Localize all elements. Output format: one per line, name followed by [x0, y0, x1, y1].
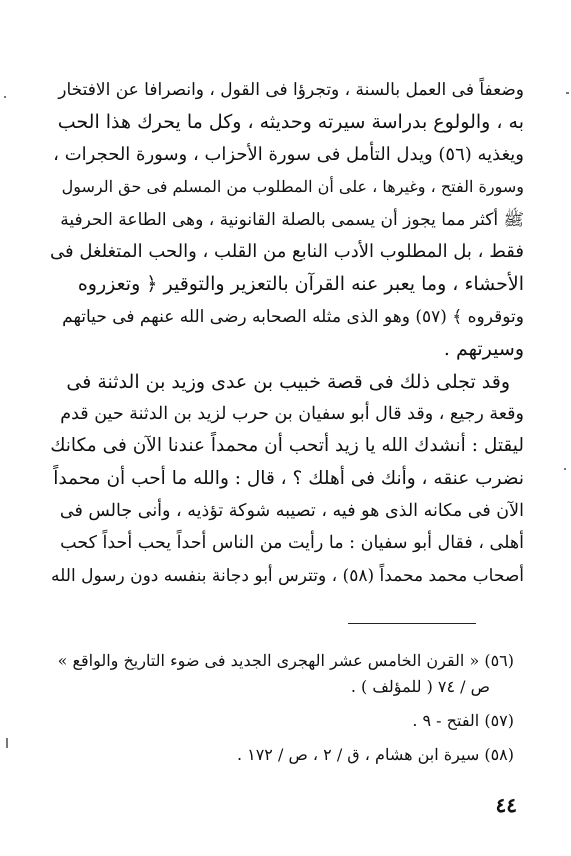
text-line: نضرب عنقه ، وأنك فى أهلك ؟ ، قال : والله ما أحب أن محمداً	[53, 467, 524, 489]
main-text	[50, 74, 524, 592]
text-line: ليقتل : أنشدك الله يا زيد أتحب أن محمداً عندنا الآن فى مكانك	[50, 435, 524, 457]
text-line: أهلى ، فقال أبو سفيان : ما رأيت من الناس أحداً يحب أحداً كحب	[60, 533, 524, 554]
text-line: وقد تجلى ذلك فى قصة خبيب بن عدى وزيد بن الدثنة فى	[66, 370, 510, 393]
footnote-56: (٥٦) « القرن الخامس عشر الهجرى الجديد فى ضوء التاريخ والواقع »	[57, 651, 514, 670]
text-line: وتوقروه ﴾ (٥٧) وهو الذى مثله الصحابه رضى الله عنهم فى حياتهم	[62, 306, 524, 327]
scan-speck	[4, 96, 6, 98]
scan-speck	[564, 468, 566, 470]
text-line: أصحاب محمد محمداً (٥٨) ، وتترس أبو دجانة بنفسه دون رسول الله	[51, 565, 524, 586]
scan-speck	[6, 738, 8, 748]
text-line: وضعفاً فى العمل بالسنة ، وتجرؤا فى القول ، وانصرافا عن الافتخار	[58, 80, 524, 100]
footnotes	[40, 648, 514, 768]
text-line: وقعة رجيع ، وقد قال أبو سفيان بن حرب لزيد بن الدثنة حين قدم	[60, 403, 524, 424]
text-line: الأحشاء ، وما يعبر عنه القرآن بالتعزير والتوقير ﴿ وتعزروه	[77, 273, 524, 296]
text-line: الآن فى مكانه الذى هو فيه ، تصيبه شوكة تؤذيه ، وأنى جالس فى	[59, 501, 524, 522]
footnote-57: (٥٧) الفتح - ٩ .	[412, 711, 514, 730]
text-line: ﷺ أكثر مما يجوز أن يسمى بالصلة القانونية ، وهى الطاعة الحرفية	[60, 209, 524, 230]
text-line: ويغذيه (٥٦) ويدل التأمل فى سورة الأحزاب ، وسورة الحجرات ،	[53, 143, 524, 165]
footnote-separator	[348, 623, 476, 624]
text-line: وسيرتهم .	[443, 338, 524, 361]
footnote-58: (٥٨) سيرة ابن هشام ، ق / ٢ ، ص / ١٧٢ .	[236, 745, 514, 764]
text-line: به ، والولوع بدراسة سيرته وحديثه ، وكل ما يحرك هذا الحب	[57, 111, 524, 134]
text-line: فقط ، بل المطلوب الأدب النابع من القلب ، والحب المتغلغل فى	[50, 240, 524, 262]
page-number: ٤٤	[495, 793, 517, 817]
footnote-56-continuation: ص / ٧٤ ( للمؤلف ) .	[350, 677, 490, 696]
text-line: وسورة الفتح ، وغيرها ، على أن المطلوب من المسلم فى حق الرسول	[61, 177, 524, 197]
scan-speck	[566, 92, 569, 94]
